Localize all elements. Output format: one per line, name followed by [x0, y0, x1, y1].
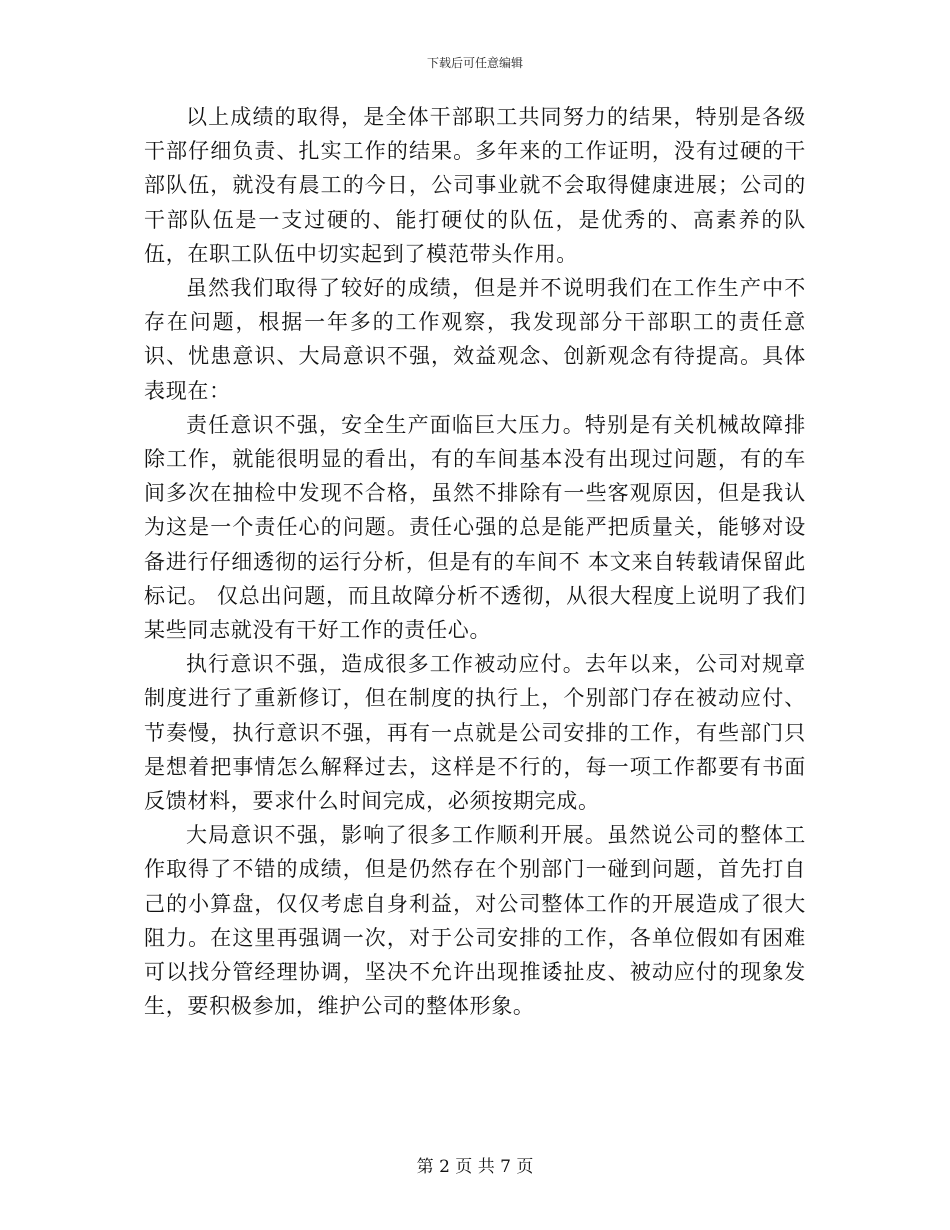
page-number: 第 2 页 共 7 页 [416, 1157, 534, 1177]
paragraph-achievements: 以上成绩的取得，是全体干部职工共同努力的结果，特别是各级干部仔细负责、扎实工作的结果。多年来的工作证明，没有过硬的干部队伍，就没有晨工的今日，公司事业就不会取得健康进展；公司的干部队伍是一支过硬的、能打硬仗的队伍，是优秀的、高素养的队伍，在职工队伍中切实起到了模范带头作用。 [144, 105, 806, 266]
paragraph-responsibility: 责任意识不强，安全生产面临巨大压力。特别是有关机械故障排除工作，就能很明显的看出，有的车间基本没有出现过问题，有的车间多次在抽检中发现不合格，虽然不排除有一些客观原因，但是我认为这是一个责任心的问题。责任心强的总是能严把质量关，能够对设备进行仔细透彻的运行分析，但是有的车间不 本文来自转载请保留此标记。 仅总出问题，而且故障分析不透彻，从很大程度上说明了我们某些同志就没有干好工作的责任心。 [144, 412, 806, 643]
page-header-note: 下载后可任意编辑 [426, 56, 523, 70]
paragraph-overall-awareness: 大局意识不强，影响了很多工作顺利开展。虽然说公司的整体工作取得了不错的成绩，但是仍然存在个别部门一碰到问题，首先打自己的小算盘，仅仅考虑自身利益，对公司整体工作的开展造成了很大阻力。在这里再强调一次，对于公司安排的工作，各单位假如有困难可以找分管经理协调，坚决不允许出现推诿扯皮、被动应付的现象发生，要积极参加，维护公司的整体形象。 [144, 823, 806, 1019]
paragraph-problems-intro: 虽然我们取得了较好的成绩，但是并不说明我们在工作生产中不存在问题，根据一年多的工作观察，我发现部分干部职工的责任意识、忧患意识、大局意识不强，效益观念、创新观念有待提高。具体表现在： [144, 276, 806, 403]
document-body [144, 100, 806, 1023]
paragraph-execution: 执行意识不强，造成很多工作被动应付。去年以来，公司对规章制度进行了重新修订，但在制度的执行上，个别部门存在被动应付、节奏慢，执行意识不强，再有一点就是公司安排的工作，有些部门只是想着把事情怎么解释过去，这样是不行的，每一项工作都要有书面反馈材料，要求什么时间完成，必须按期完成。 [144, 652, 806, 814]
